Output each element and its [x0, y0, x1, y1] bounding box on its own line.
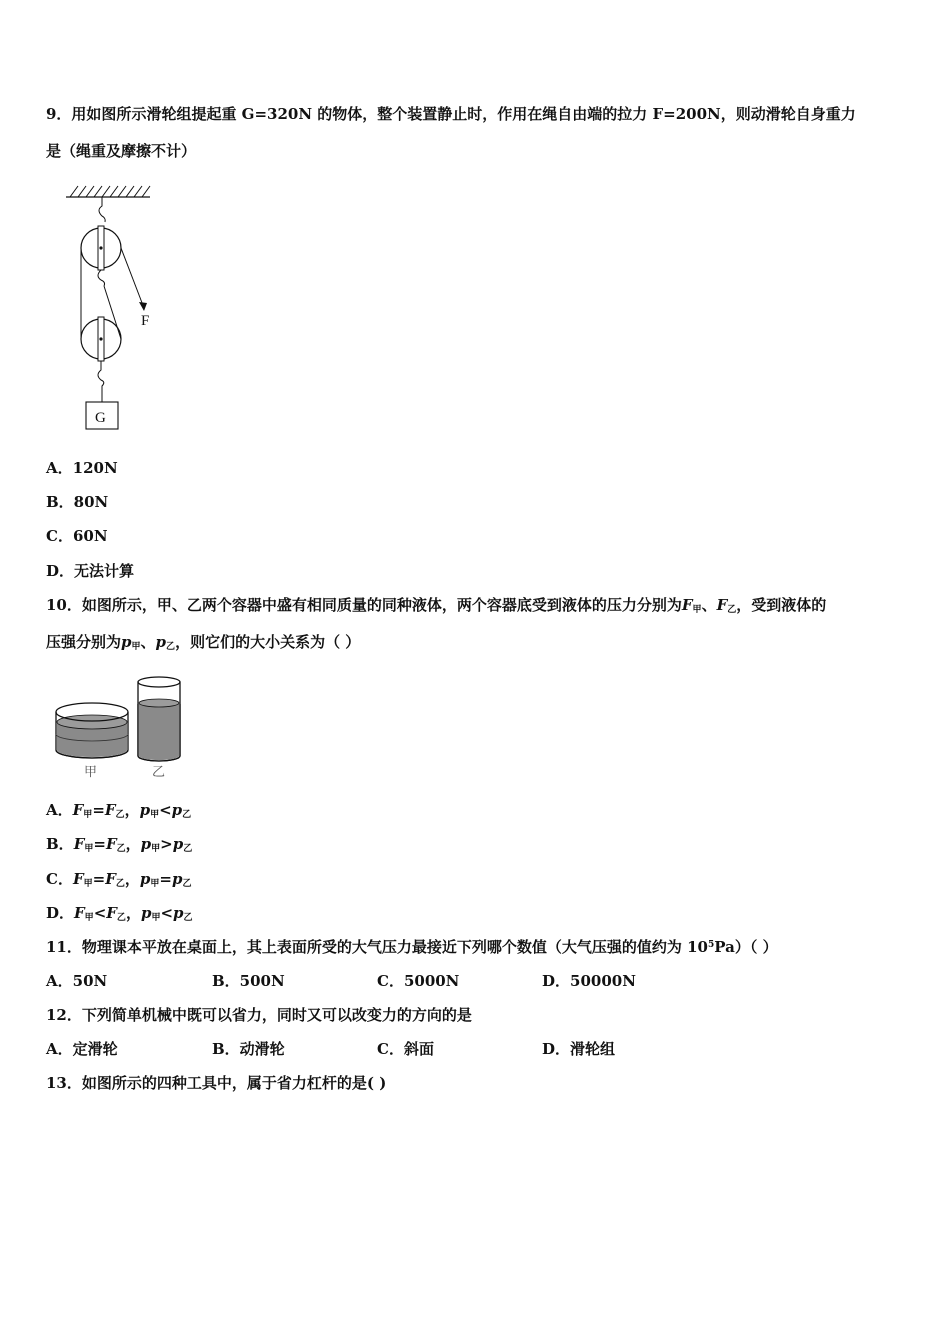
q12-option-c[interactable]: C．斜面 — [377, 1040, 434, 1058]
q11-option-b[interactable]: B．500N — [212, 972, 285, 990]
q13-stem: 13．如图所示的四种工具中，属于省力杠杆的是( ) — [46, 1074, 387, 1092]
q11-option-a[interactable]: A．50N — [46, 972, 108, 990]
q10-option-b[interactable]: B．$F_甲=F_乙$，$p_甲>p_乙$ — [46, 835, 193, 854]
q10-stem-line1: 10．如图所示，甲、乙两个容器中盛有相同质量的同种液体，两个容器底受到液体的压力分别为$F_甲$、$F_乙$，受到液体的 — [46, 596, 827, 615]
q9-stem-line1: 9．用如图所示滑轮组提起重 G=320N 的物体，整个装置静止时，作用在绳自由端的拉力 F=200N，则动滑轮自身重力 — [46, 105, 856, 123]
q10-option-c[interactable]: C．$F_甲=F_乙$，$p_甲=p_乙$ — [46, 870, 192, 889]
q11-option-c[interactable]: C．5000N — [377, 972, 460, 990]
pulley-system-figure — [60, 180, 170, 435]
q12-option-d[interactable]: D．滑轮组 — [542, 1040, 616, 1058]
q10-option-d[interactable]: D．$F_甲<F_乙$，$p_甲<p_乙$ — [46, 904, 193, 923]
weight-g-label: G — [95, 410, 106, 426]
q9-stem-line2: 是（绳重及摩擦不计） — [46, 142, 197, 160]
containers-figure — [50, 672, 195, 782]
q11-option-d[interactable]: D．50000N — [542, 972, 636, 990]
q9-option-a[interactable]: A．120N — [46, 459, 118, 477]
q9-option-b[interactable]: B．80N — [46, 493, 109, 511]
q9-option-c[interactable]: C．60N — [46, 527, 108, 545]
q12-option-a[interactable]: A．定滑轮 — [46, 1040, 118, 1058]
q11-stem: 11．物理课本平放在桌面上，其上表面所受的大气压力最接近下列哪个数值（大气压强的值约为 $10^5Pa$）（ ） — [46, 938, 778, 956]
container-yi-label: 乙 — [152, 764, 166, 779]
q10-option-a[interactable]: A．$F_甲=F_乙$，$p_甲<p_乙$ — [46, 801, 192, 820]
force-f-label: F — [141, 313, 150, 329]
q12-stem: 12．下列简单机械中既可以省力，同时又可以改变力的方向的是 — [46, 1006, 472, 1024]
q12-option-b[interactable]: B．动滑轮 — [212, 1040, 285, 1058]
container-jia-label: 甲 — [84, 764, 98, 779]
q10-stem-line2: 压强分别为$p_甲$、$p_乙$，则它们的大小关系为（ ） — [46, 633, 361, 652]
q9-option-d[interactable]: D．无法计算 — [46, 562, 135, 580]
